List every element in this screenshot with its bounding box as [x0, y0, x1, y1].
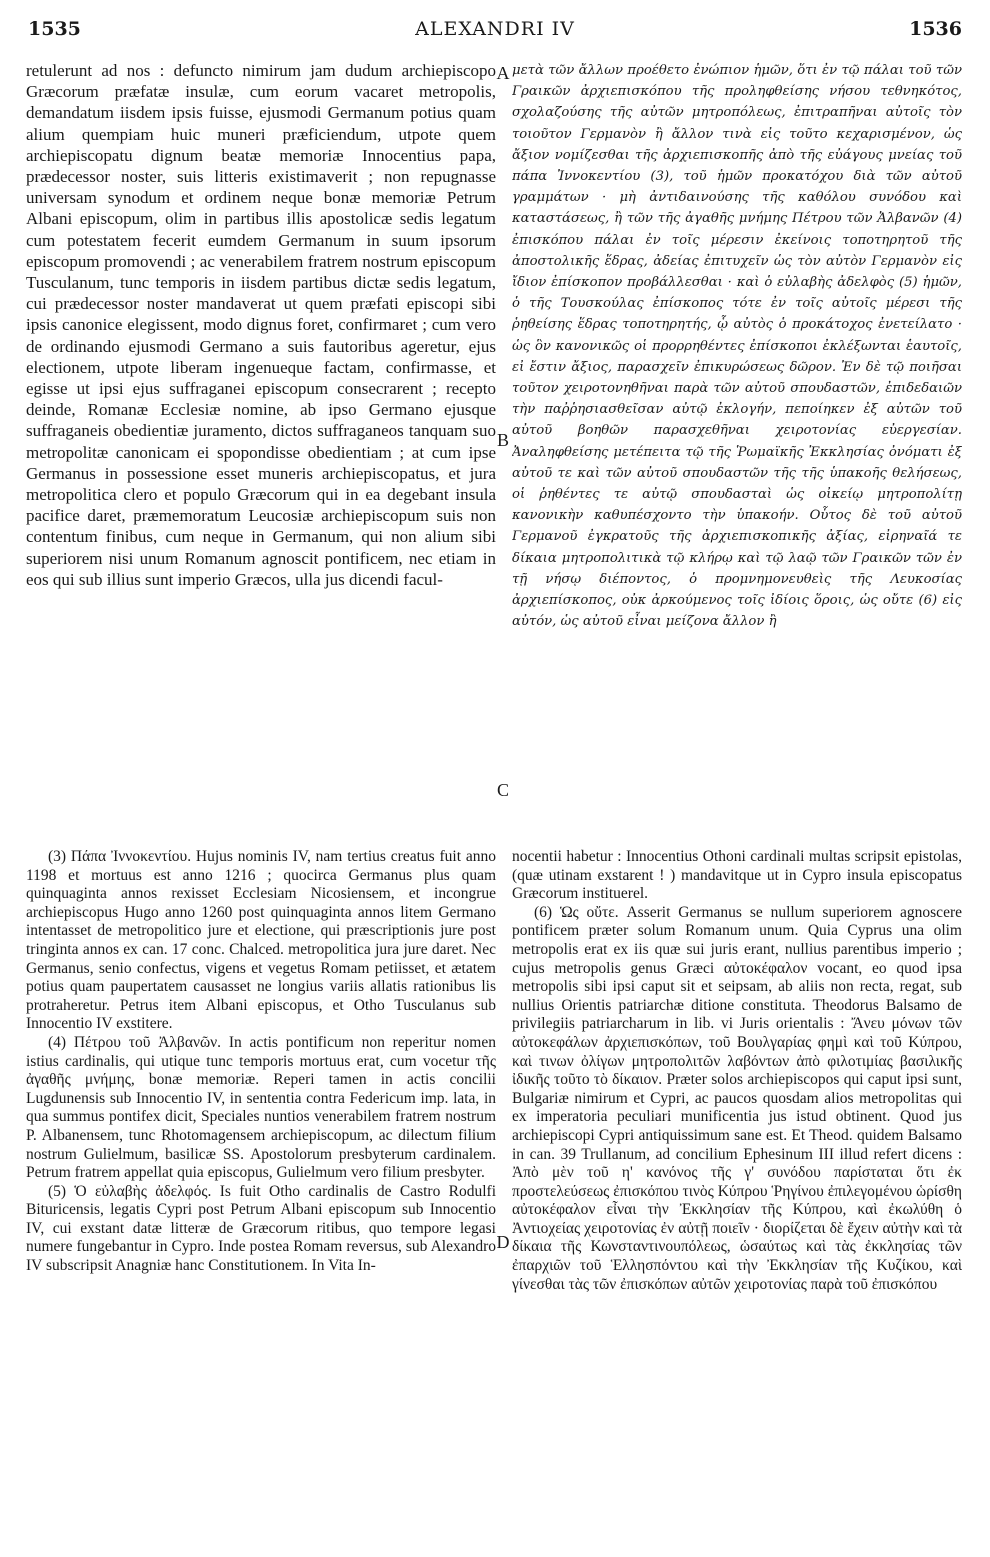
footnotes-right-column — [512, 848, 962, 1543]
running-title: ALEXANDRI IV — [415, 18, 575, 40]
margin-marker-b: B — [496, 430, 509, 450]
greek-text-column — [512, 60, 962, 842]
footnote-5: (5) Ὁ εὐλαβὴς ἀδελφός. Is fuit Otho cardinalis de Castro Rodulfi Bituricensis, legatis Cypri post Petrum Albani episcopum sub Innocentio IV, cui exstant datæ litteræ de Græcorum ritibus, quo tempore legasi numere fungebantur in Cypro. Inde postea Romam reversus, sub Alexandro IV subscripsit Anagniæ hanc Constitutionem. In Vita In- — [26, 1182, 496, 1275]
margin-marker-d: D — [496, 1232, 510, 1252]
footnote-5-continued: nocentii habetur : Innocentius Othoni cardinali multas scripsit epistolas, (quæ utinam exstarent ! ) mandavitque ut in Cypro insula episcopatus Græcorum instituerel. — [512, 848, 962, 903]
margin-marker-a: A — [496, 63, 510, 83]
footnotes-left-column — [26, 848, 496, 1543]
running-header — [24, 14, 966, 44]
footnote-4: (4) Πέτρου τοῦ Ἀλβανῶν. In actis pontificum non reperitur nomen istius cardinalis, qui utique tunc temporis mortuus erat, cum vocetur τῆς ἀγαθῆς μνήμης, bonæ memoriæ. Reperi tamen in actis concilii Lugdunensis sub Innocentio IV, in sententia contra Federicum imp. lata, in qua summus pontifex dicit, Speciales nuntios venerabilem fratrem nostrum P. Albanensem, tunc Rhotomagensem archiepiscopum, ac dilectum filium nostrum Gulielmum, basilicæ SS. Apostolorum presbyterum cardinalem. Petrum fratrem appellat quia episcopus, Gulielmum vero filium presbyter. — [26, 1033, 496, 1182]
latin-paragraph: retulerunt ad nos : defuncto nimirum jam dudum archiepiscopo Græcorum præfatæ insulæ, cum eorum vacaret metropolis, demandatum iisdem ipsis fuisse, ejusmodi Germanum potius quam alium quempiam huic muneri præficiendum, utpote quem archiepiscopatu dignum beatæ memoriæ Innocentius papa, prædecessor noster, suis litteris existimaverit ; non repugnasse universam synodum et ordinem neque bonæ memoriæ Petrum Albani episcopum, olim in partibus illis apostolicæ sedis legatum cum potestatem fecerit eumdem Germanum in suum ipsorum episcopum promovendi ; ac venerabilem fratrem nostrum episcopum Tusculanum, tunc temporis in iisdem partibus dictæ sedis legatum, cui prædecessor noster mandaverat ut quem præfati episcopi sibi ipsis canonice elegissent, modo dignus foret, confirmaret ; cum vero de ordinando ejusmodi Germano a suis fautoribus ageretur, ejus electionem, utpote liberam ingenueque factam, confirmasse, et egisse ut ipsi ejus suffraganei episcopum consecrarent ; recepto deinde, Romanæ Ecclesiæ nomine, ab ipso Germano ejusque suffraganeis obedientiæ juramento, dictos suffraganeos tanquam suo metropolitæ canonicam ei spopondisse obedientiam ; at cum ipse Germanus in possessione esset muneris archiepiscopatus, et jura metropolitica clero et populo Græcorum qui in ea degebant insula pacifice daret, præmemoratum Leucosiæ archiepiscopum suis non contentum finibus, cum neque in Germanum, qui non alium sibi superiorem nisi unum Romanum agnoscit pontificem, nec etiam in eos qui sub illius sunt imperio Græcos, ulla jus dicendi facul- — [26, 61, 496, 589]
footnote-6: (6) Ὡς οὔτε. Asserit Germanus se nullum superiorem agnoscere pontificem præter solum Romanum unum. Quia Cyprus una olim metropolis erat ex iis quæ sui juris erant, nullius parentibus imperio ; cujus metropolis genus Græci αὐτοκέφαλον vocant, eo quod ipsa metropolis sibi ipsi caput sit et seipsam, ab aliis non recta, regat, sub nullius Orientis patriarchæ ditione constituta. Theodorus Balsamo de privilegiis patriarcharum in lib. vi Juris orientalis : Ἄνευ μόνων τῶν αὐτοκεφάλων ἀρχιεπισκόπων, τοῦ Βουλγαρίας φημὶ καὶ τοῦ Κύπρου, καὶ τινων ὀλίγων μητροπολιτῶν λαβόντων ἀπὸ φιλοτιμίας βασιλικῆς ἰδικῆς τοῦτο τὸ δίκαιον. Præter solos archiepiscopos qui caput ipsi sunt, Bulgariæ nimirum et Cypri, ac paucos quosdam alios metropolitas qui ex imperatoria peculiari munificentia jus istud obtinent. Quod jus archiepiscopi Cypri antiquissimum sane est. Et Theod. quidem Balsamo in can. 39 Trullanum, ad concilium Ephesinum III illud refert dicens : Ἀπὸ μὲν τοῦ η' κανόνος τῆς γ' συνόδου παρίσταται ὅτι ἐκ προστελεύσεως ἐπισκόπου τινὸς Κύπρου Ῥηγίνου ἐπιλεγομένου ὡρίσθη αὐτοκέφαλον εἶναι τὴν Ἐκκλησίαν τῆς Κύπρου, καὶ ἐκωλύθη ὁ Ἀντιοχείας χειροτονίας ἐν αὐτῇ ποιεῖν · διορίζεται δὲ ἔχειν αὐτὴν καὶ τὰ δίκαια τῆς Κωνσταντινουπόλεως, ὡσαύτως καὶ τὰς ἐκκλησίας τῶν ἐπαρχιῶν τοῦ Ἑλλησπόντου καὶ τὴν Ἐκκλησίαν τῆς Κυζίκου, καὶ γίνεσθαι τὰς τῶν ἐπισκόπων αὐτῶν χειροτονίας παρὰ τοῦ ἐπισκόπου — [512, 903, 962, 1293]
greek-paragraph: μετὰ τῶν ἄλλων προέθετο ἐνώπιον ἡμῶν, ὅτι ἐν τῷ πάλαι τοῦ τῶν Γραικῶν ἀρχιεπισκόπου τῆς προληφθείσης νήσου τεθνηκότος, σχολαζούσης τῆς αὐτῶν μητροπόλεως, ἐπιτραπῆναι αὐτοῖς τὸν τοιοῦτον Γερμανὸν ἢ ἄλλον τινὰ εἰς τοῦτο κεχαρισμένον, ὡς ἄξιον νομίζεσθαι τῆς ἀρχιεπισκοπῆς ἀπὸ τῆς εὐάγους μνείας τοῦ πάπα Ἰννοκεντίου (3), τοῦ ἡμῶν προκατόχου διὰ τῶν αὐτοῦ γραμμάτων · μὴ ἀντιδαινούσης τῆς καθόλου συνόδου καὶ καταστάσεως, ἢ τῶν τῆς ἀγαθῆς μνήμης Πέτρου τῶν Ἀλβανῶν (4) ἐπισκόπου πάλαι ἐν τοῖς μέρεσιν ἐκείνοις τοποτηρητοῦ τῆς ἀποστολικῆς ἕδρας, ἀδείας ἐπιτυχεῖν ὡς τὸν αὐτὸν Γερμανὸν εἰς ἴδιον ἐπίσκοπον προβάλλεσθαι · καὶ ὁ εὐλαβὴς ἀδελφὸς (5) ἡμῶν, ὁ τῆς Τουσκούλας ἐπίσκοπος τότε ἐν τοῖς αὐτοῖς μέρεσι τῆς ῥηθείσης ἕδρας τοποτηρητής, ᾧ αὐτὸς ὁ προκάτοχος ἐνετείλατο · ὡς ὃν κανονικῶς οἱ προρρηθέντες ἐπίσκοποι ἐκλέξωνται ἑαυτοῖς, εἰ ἔστιν ἄξιος, παρασχεῖν ἐπικυρώσεως δῶρον. Ἐν δὲ τῷ ποιῆσαι τοῦτον χειροτονηθῆναι παρὰ τῶν αὐτοῦ σπουδαστῶν, ἐπιδεδαιῶν τὴν παῤῥησιασθεῖσαν αὐτῷ ἐκλογήν, πεποίηκεν ἐξ αὐτῶν τοῦ αὐτοῦ βοηθῶν παρασχεθῆναι χειροτονίας εὐεργεσίαν. Ἀναληφθείσης μετέπειτα τῷ τῆς Ῥωμαϊκῆς Ἐκκλησίας ὀνόματι ἐξ αὐτοῦ τε καὶ τῶν αὐτοῦ σπουδαστῶν τῆς τῆς ὑπακοῆς θελήσεως, οἱ ῥηθέντες τε αὐτῷ σπουδασταὶ ὡς οἰκείῳ μητροπολίτῃ κανονικὴν καθυπέσχοντο τὴν ὑπακοήν. Οὗτος δὲ τοῦ αὐτοῦ Γερμανοῦ ἐγκρατοῦς τῆς ἀρχιεπισκοπικῆς ἀξίας, εἰρηναῖά τε δίκαια μητροπολιτικὰ τῷ κλήρῳ καὶ τῷ λαῷ τῶν Γραικῶν τῶν ἐν τῇ νήσῳ διέποντος, ὁ προμνημονευθεὶς τῆς Λευκοσίας ἀρχιεπίσκοπος, οὐκ ἀρκούμενος τοῖς ἰδίοις ὅροις, ὡς οὔτε (6) εἰς αὐτόν, ὡς αὐτοῦ εἶναι μείζονα ἄλλον ἢ — [512, 63, 962, 630]
right-page-number: 1536 — [909, 18, 962, 40]
left-page-number: 1535 — [28, 18, 81, 40]
margin-marker-c: C — [496, 780, 509, 800]
latin-text-column — [26, 60, 496, 842]
footnote-3: (3) Πάπα Ἰννοκεντίου. Hujus nominis IV, nam tertius creatus fuit anno 1198 et mortuus est anno 1216 ; quocirca Germanus plus quam quinquaginta annos rexisset Ecclesiam Nicosiensem, et incongrue archiepiscopus Hugo anno 1260 post quinquaginta annos litem Germano intentasset de metropolitico jure et electione, qui præscriptionis jure post tringinta annos ex can. 17 conc. Chalced. metropolitica jura jure daret. Nec Germanus, senio confectus, vigens et vegetus Romam petiisset, et ætatem potius quam paupertatem causasset ne longius variis allatis rationibus lis protraheretur. Petrus item Albani episcopus, et Otho Tusculanus sub Innocentio IV exstitere. — [26, 848, 496, 1033]
